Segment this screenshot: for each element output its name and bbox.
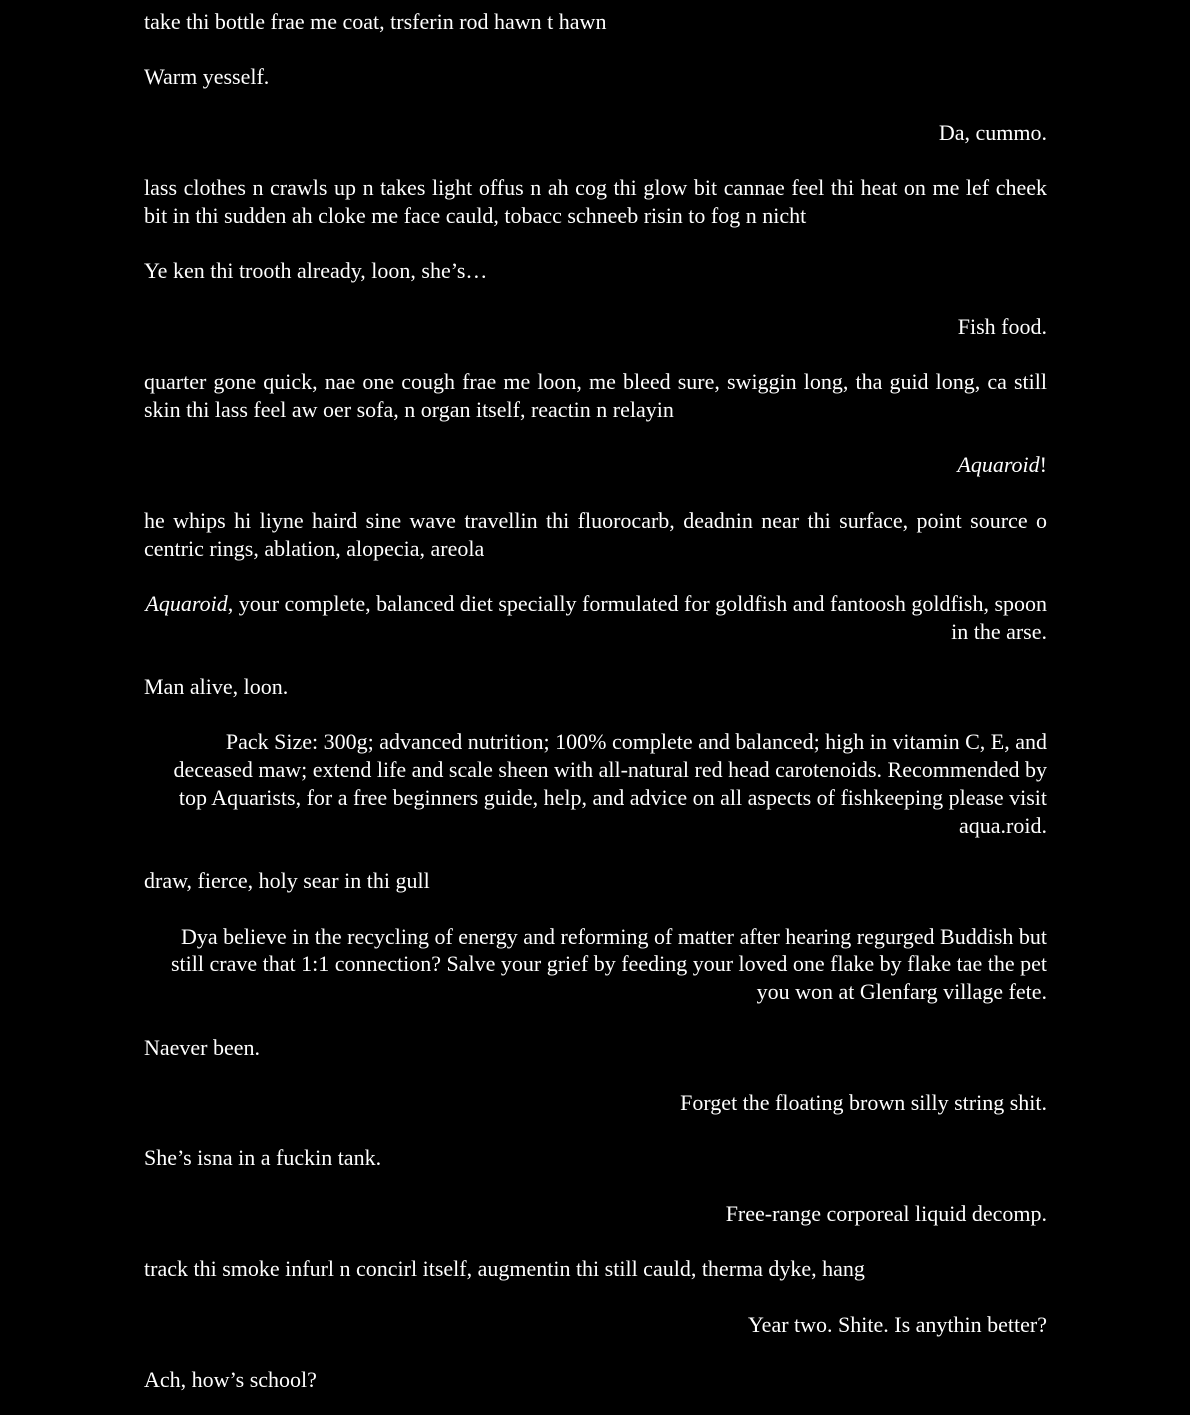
paragraph-text: Dya believe in the recycling of energy and reforming of matter after hearing regurged Buddish but still crave that 1:1 connection? Salve your grief by feeding your loved one flake by flake tae the pet you won at Glenfarg village fete. — [170, 923, 1047, 1005]
paragraph-text: Ye ken thi trooth already, loon, she’s… — [144, 258, 488, 284]
paragraph — [144, 1089, 1047, 1117]
brand-name-italic: Aquaroid — [957, 452, 1040, 478]
paragraph — [144, 174, 1047, 230]
paragraph — [144, 1144, 1047, 1172]
paragraph-text: She’s isna in a fuckin tank. — [144, 1145, 382, 1171]
paragraph-text: Warm yesself. — [144, 64, 270, 90]
paragraph — [144, 119, 1047, 147]
paragraph — [144, 728, 1047, 839]
paragraph-text: ! — [1039, 452, 1047, 478]
paragraph-text: Ach, how’s school? — [144, 1366, 317, 1392]
paragraph — [144, 590, 1047, 646]
paragraph — [144, 1255, 1047, 1283]
paragraph-text: quarter gone quick, nae one cough frae me loon, me bleed sure, swiggin long, tha guid long, ca still skin thi lass feel aw oer sofa, n organ itself, reactin n relayin — [144, 369, 1047, 422]
paragraph-text: take thi bottle frae me coat, trsferin rod hawn t hawn — [144, 9, 607, 34]
paragraph-text: Year two. Shite. Is anythin better? — [748, 1311, 1047, 1337]
brand-name-italic: Aquaroid — [145, 590, 228, 616]
paragraph — [144, 63, 1047, 91]
paragraph-text: he whips hi liyne haird sine wave travellin thi fluorocarb, deadnin near thi surface, point source o centric rings, ablation, alopecia, areola — [144, 507, 1047, 561]
paragraph-text: Naever been. — [144, 1034, 261, 1060]
paragraph-text: lass clothes n crawls up n takes light offus n ah cog thi glow bit cannae feel thi heat on me lef cheek bit in thi sudden ah cloke me face cauld, tobacc schneeb risin to fog n nicht — [144, 175, 1047, 228]
paragraph-text: Fish food. — [957, 313, 1047, 339]
paragraph — [144, 923, 1047, 1006]
paragraph — [144, 257, 1047, 285]
paragraph-text: draw, fierce, holy sear in thi gull — [144, 868, 430, 894]
paragraph-text: Pack Size: 300g; advanced nutrition; 100% complete and balanced; high in vitamin C, E, and deceased maw; extend life and scale sheen with all-natural red head carotenoids. Recommended by top Aquarists, for a free beginners guide, help, and advice on all aspects of fishkeeping please visit aqua.roid. — [173, 729, 1047, 838]
paragraph — [144, 1311, 1047, 1339]
paragraph — [144, 1366, 1047, 1394]
document-body — [144, 8, 1047, 1394]
paragraph-text: , your complete, balanced diet specially formulated for goldfish and fantoosh goldfish, spoon in the arse. — [227, 590, 1047, 644]
paragraph-text: track thi smoke infurl n concirl itself, augmentin thi still cauld, therma dyke, hang — [144, 1256, 865, 1282]
paragraph — [144, 368, 1047, 424]
paragraph — [144, 1034, 1047, 1062]
paragraph — [144, 867, 1047, 895]
paragraph-text: Man alive, loon. — [144, 674, 289, 700]
paragraph — [144, 507, 1047, 563]
paragraph — [144, 8, 1047, 36]
paragraph — [144, 313, 1047, 341]
paragraph-text: Forget the floating brown silly string shit. — [680, 1090, 1047, 1116]
paragraph-text: Free-range corporeal liquid decomp. — [725, 1200, 1047, 1226]
paragraph-text: Da, cummo. — [938, 119, 1047, 145]
paragraph — [144, 673, 1047, 701]
paragraph — [144, 451, 1047, 479]
paragraph — [144, 1200, 1047, 1228]
